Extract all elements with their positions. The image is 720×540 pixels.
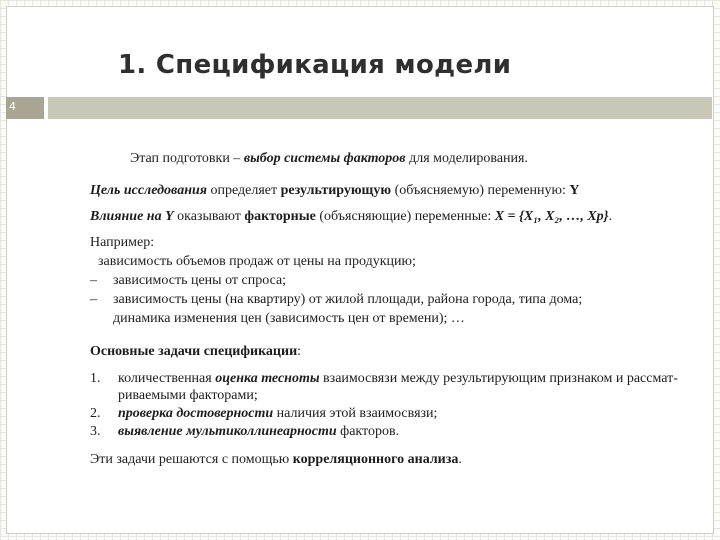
influence-text: оказывают bbox=[173, 209, 245, 224]
task-number: 2. bbox=[90, 406, 101, 421]
influence-emphasis: факторные bbox=[244, 209, 316, 224]
task-item-2 bbox=[118, 405, 437, 422]
title-rule-bar bbox=[48, 97, 712, 119]
task-emphasis: проверка достоверности bbox=[118, 406, 274, 421]
goal-text-2: (объясняемую) переменную: bbox=[391, 183, 570, 198]
task-text: наличия этой взаимосвязи; bbox=[273, 406, 438, 421]
goal-emphasis: результирующую bbox=[280, 183, 392, 198]
influence-formula: X = {X₁, X₂, …, Xp} bbox=[494, 209, 609, 224]
task-item-1 bbox=[118, 370, 678, 387]
bullet-dash: – bbox=[90, 292, 97, 307]
task-text: взаимосвязи между результирующим признаком и рассмат- bbox=[319, 371, 678, 386]
intro-text-end: для моделирования. bbox=[405, 151, 528, 166]
goal-variable: Y bbox=[569, 183, 580, 198]
task-emphasis: оценка тесноты bbox=[215, 371, 320, 386]
task-text: количественная bbox=[118, 371, 216, 386]
tasks-heading-colon: : bbox=[297, 344, 302, 359]
tasks-heading-text: Основные задачи спецификации bbox=[90, 344, 298, 359]
content-image bbox=[78, 142, 700, 472]
slide-title: 1. Спецификация модели bbox=[118, 50, 512, 80]
example-item: зависимость объемов продаж от цены на продукцию; bbox=[98, 254, 416, 269]
task-emphasis: выявление мультиколлинеарности bbox=[118, 424, 337, 439]
intro-emphasis: выбор системы факторов bbox=[243, 151, 406, 166]
influence-line bbox=[90, 208, 612, 225]
tasks-heading bbox=[90, 343, 301, 360]
goal-line bbox=[90, 182, 579, 199]
example-heading: Например: bbox=[90, 235, 155, 250]
task-number: 3. bbox=[90, 424, 101, 439]
example-item: динамика изменения цен (зависимость цен от времени); … bbox=[113, 311, 465, 326]
influence-text-2: (объясняющие) переменные: bbox=[315, 209, 495, 224]
example-item: зависимость цены (на квартиру) от жилой площади, района города, типа дома; bbox=[113, 292, 583, 307]
influence-label: Влияние на Y bbox=[90, 209, 174, 224]
task-item-3 bbox=[118, 423, 399, 440]
example-item: зависимость цены от спроса; bbox=[113, 273, 287, 288]
bullet-dash: – bbox=[90, 273, 97, 288]
conclusion-emphasis: корреляционного анализа bbox=[292, 452, 459, 467]
goal-label: Цель исследования bbox=[90, 183, 207, 198]
goal-text: определяет bbox=[206, 183, 281, 198]
conclusion-text: Эти задачи решаются с помощью bbox=[90, 452, 293, 467]
conclusion-line bbox=[90, 451, 462, 468]
task-text: факторов. bbox=[336, 424, 400, 439]
intro-line bbox=[130, 150, 528, 167]
conclusion-period: . bbox=[458, 452, 462, 467]
influence-period: . bbox=[608, 209, 613, 224]
slide-number: 4 bbox=[9, 100, 16, 113]
task-item-1-continuation: риваемыми факторами; bbox=[118, 388, 258, 403]
task-number: 1. bbox=[90, 371, 101, 386]
intro-text: Этап подготовки – bbox=[130, 151, 244, 166]
